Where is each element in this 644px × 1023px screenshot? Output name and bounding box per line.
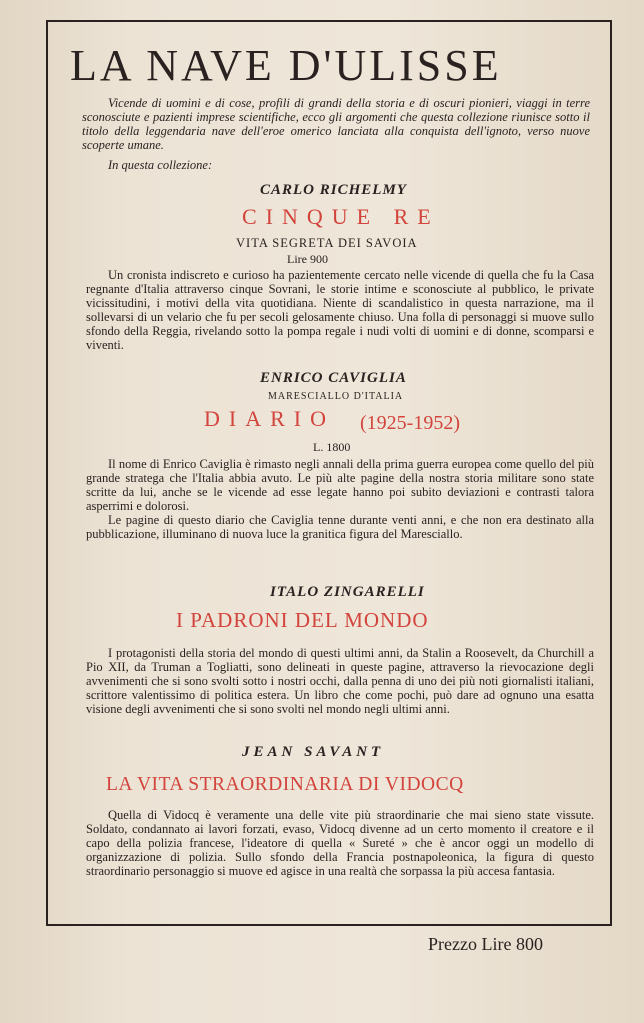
- book-subtitle: VITA SEGRETA DEI SAVOIA: [236, 236, 418, 250]
- description-paragraph: Le pagine di questo diario che Caviglia tenne durante venti anni, e che non era destinato alla pubblicazione, illuminano di nuova luce la granitica figura del Maresciallo.: [86, 513, 594, 541]
- book-author-rank: MARESCIALLO D'ITALIA: [268, 391, 404, 402]
- description-paragraph: Il nome di Enrico Caviglia è rimasto negli annali della prima guerra europea come quello del più grande stratega che l'Italia abbia avuto. Le più alte pagine della nostra storia militare sono state scritte da lui, anche se le vicende ad esse legate hanno poi subito deviazioni e contrasti talora asperrimi e dolorosi.: [86, 457, 594, 513]
- description-paragraph: Quella di Vidocq è veramente una delle vite più straordinarie che mai sieno state vissute. Soldato, condannato ai lavori forzati, evaso, Vidocq divenne ad un certo momento il creatore e il capo della polizia francese, l'ideatore di quella « Sureté » che è ancor oggi un modello di organizzazione di polizia. Sullo sfondo della Francia postnapoleonica, la figura di questo straordinario personaggio si muove ed agisce in una realtà che sorpassa la più accesa fantasia.: [86, 808, 594, 878]
- intro-text: [82, 96, 590, 152]
- book-author: ENRICO CAVIGLIA: [260, 370, 407, 386]
- book-description: [86, 268, 594, 352]
- book-title: DIARIO: [204, 406, 335, 431]
- book-description: [86, 457, 594, 541]
- cover-price: Prezzo Lire 800: [428, 934, 543, 954]
- book-author: ITALO ZINGARELLI: [270, 584, 425, 600]
- book-description: [86, 808, 594, 878]
- description-paragraph: Un cronista indiscreto e curioso ha pazientemente cercato nelle vicende di quella che fu la Casa regnante d'Italia attraverso cinque Sovrani, le storie intime e sconosciute al pubblico, le private vicissitudini, i motivi della vita quotidiana. Niente di scandalistico in questa narrazione, ma il sollevarsi di un velario che fu per secoli gelosamente chiuso. Una folla di personaggi si muove sullo sfondo della Reggia, rivelando sotto la pompa regale i nudi volti di uomini e di donne, scomparsi e viventi.: [86, 268, 594, 352]
- description-paragraph: I protagonisti della storia del mondo di questi ultimi anni, da Stalin a Roosevelt, da Churchill a Pio XII, da Truman a Togliatti, sono delineati in queste pagine, attraverso la rievocazione degli avvenimenti che si sono svolti sotto i nostri occhi, dalla penna di uno dei più noti giornalisti italiani, scrittore valentissimo di politica estera. Un libro che come pochi, può dare ad ognuno una esatta visione degli avvenimenti che si sono svolti nel mondo negli ultimi anni.: [86, 646, 594, 716]
- in-collection-label: In questa collezione:: [108, 158, 213, 172]
- book-price: Lire 900: [287, 252, 328, 266]
- book-author: JEAN SAVANT: [242, 744, 385, 760]
- book-title: I PADRONI DEL MONDO: [176, 608, 429, 632]
- book-author: CARLO RICHELMY: [260, 182, 407, 198]
- book-title: CINQUE RE: [242, 204, 440, 229]
- series-title: LA NAVE D'ULISSE: [70, 41, 502, 90]
- book-title: LA VITA STRAORDINARIA DI VIDOCQ: [106, 774, 464, 795]
- intro-paragraph: Vicende di uomini e di cose, profili di grandi della storia e di oscuri pionieri, viaggi in terre sconosciute e pazienti imprese scientifiche, ecco gli argomenti che questa collezione riunisce sotto il titolo della leggendaria nave dell'eroe omerico lanciata alla conquista dell'ignoto, verso nuove scoperte umane.: [82, 96, 590, 152]
- book-title-years: (1925-1952): [360, 412, 460, 434]
- book-description: [86, 646, 594, 716]
- book-price: L. 1800: [313, 440, 351, 454]
